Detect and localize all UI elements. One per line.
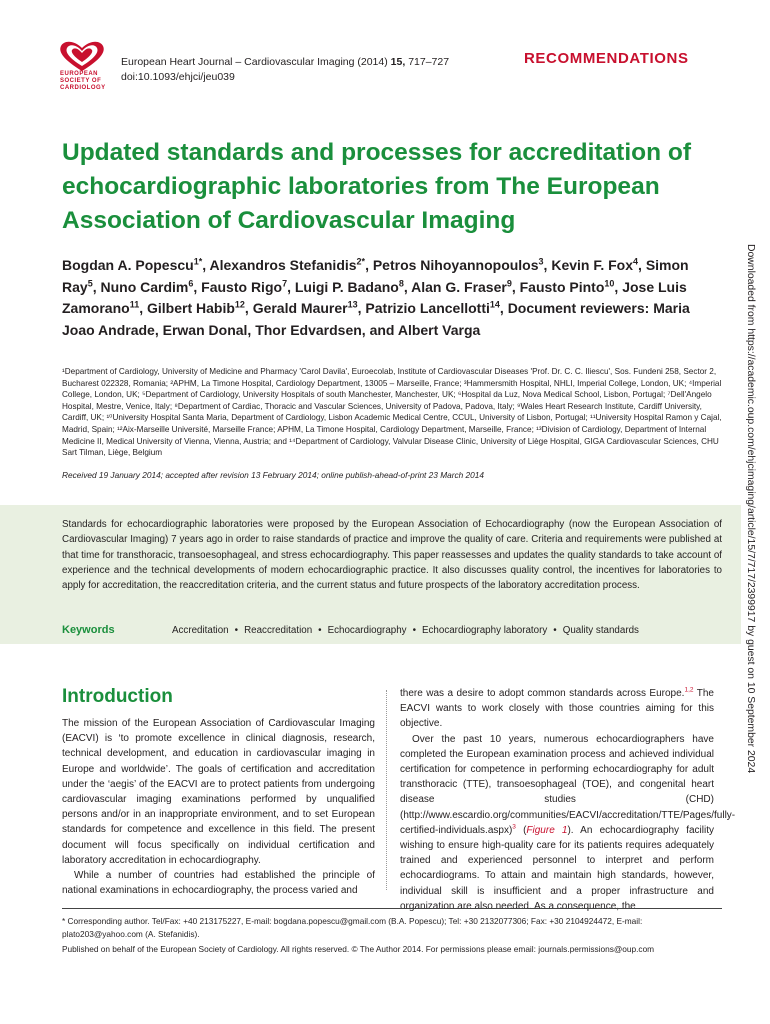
author-name: Patrizio Lancellotti <box>365 300 490 316</box>
author-name: Bogdan A. Popescu <box>62 257 194 273</box>
bullet-separator: • <box>412 625 416 636</box>
author-name: Fausto Pinto <box>519 278 605 295</box>
author-list: Bogdan A. Popescu$^{1*}$, Alexandros Stefanidis$^{2*}$, Petros Nihoyannopoulos$^3$, Kevin F. Fox$^4$, Simon Ray$^5$, Nuno Cardim$^6$, Fausto Rigo$^7$, Luigi P. Badano$^8$, Alan G. Fraser$^9$, Fausto Pinto$^{10}$, Jose Luis Zamorano$^{11}$, Gilbert Habib$^{12}$, Gerald Maurer$^{13}$, Patrizio Lancellotti$^{14}$, Document reviewers: Maria Joao Andrade, Erwan Donal, Thor Edvardsen, and Albert Varga <box>62 256 690 338</box>
reviewers-label: Document reviewers: <box>507 300 654 316</box>
journal-volume: 15, <box>390 56 406 68</box>
author-affiliation-ref: 4 <box>633 256 639 267</box>
author-affiliation-ref: 2* <box>356 256 366 267</box>
author-name: Alan G. Fraser <box>411 278 507 295</box>
article-title: Updated standards and processes for accreditation of echocardiographic laboratories from The European Association of Cardiovascular Imaging <box>62 139 691 234</box>
bullet-separator: • <box>553 625 557 636</box>
keyword: Echocardiography laboratory <box>422 625 548 636</box>
abstract-text: Standards for echocardiographic laboratories were proposed by the European Association of Echocardiography (now the European Association of Cardiovascular Imaging) 7 years ago in order to raise standards of practice and improve the quality of care. Criteria and requirements were published at that time for transthoracic, transoesophageal, and stress echocardiography. This paper reassesses and updates the quality standards to take account of experience and the technical developments of modern echocardiographic practice. It also discusses quality control, the incentives for laboratories to apply for accreditation, the reaccreditation criteria, and the current status and future prospects of the laboratory accreditation process. <box>62 519 722 592</box>
author-affiliation-ref: 5 <box>87 277 93 288</box>
publisher-note: Published on behalf of the European Society of Cardiology. All rights reserved. © The Author 2014. For permissions please email: journals.permissions@oup.com <box>62 944 655 954</box>
paragraph: there was a desire to adopt common standards across Europe.$^{1,2}$ The EACVI wants to work closely with those countries aiming for this objective. <box>400 686 714 730</box>
keyword: Reaccreditation <box>244 625 313 636</box>
paragraph: Over the past 10 years, numerous echocardiographers have completed the European examination process and achieved individual certification for competence in performing echocardiography for adult transthoracic (TTE), transoesophageal (TOE), and congenital heart disease studies (CHD) (http://www.escardio.org/communities/EACVI/accreditation/TTE/Pages/fully-certified-individuals.aspx)$^3$ (Figure 1). An echocardiography facility wishing to ensure high-quality care for its patients requires adequately trained and experienced personnel to interpret and perform echocardiograms. To attain and maintain high standards, however, individual skill is insufficient and a proper infrastructure and organization are also needed. As a consequence, the <box>400 733 736 912</box>
journal-pages: 717–727 <box>408 56 450 68</box>
correspondence-footnote: * Corresponding author. Tel/Fax: +40 213175227, E-mail: bogdana.popescu@gmail.com (B.A. Popescu); Tel: +30 2132077306; Fax: +30 2104924472, E-mail: plato203@yahoo.com (A. Stefanidis). <box>62 916 643 939</box>
author-affiliation-ref: 10 <box>604 277 615 288</box>
keywords-label: Keywords <box>62 624 115 636</box>
article-type-label: RECOMMENDATIONS <box>524 50 689 67</box>
author-name: Petros Nihoyannopoulos <box>372 257 539 273</box>
author-name: Simon Ray <box>62 257 689 295</box>
keywords-list <box>172 625 639 636</box>
reference-link[interactable]: 3 <box>512 823 516 831</box>
logo-wordmark: EUROPEAN SOCIETY OF CARDIOLOGY <box>60 71 106 91</box>
author-name: Gilbert Habib <box>146 300 235 316</box>
paragraph: The mission of the European Association of Cardiovascular Imaging (EACVI) is ‘to promote excellence in clinical diagnosis, research, technical development, and education in cardiovascular imaging in Europe and worldwide’. The goals of certification and accreditation under the ‘aegis’ of the EACVI are to protect patients from undergoing cardiovascular imaging examinations performed by unqualified persons and/or in an inappropriate environment, and to set European standards for competence and excellence in this field. The present document will focus specifically on individual certification and laboratory accreditation in echocardiography. <box>62 718 375 866</box>
reference-link[interactable]: 1,2 <box>684 686 694 694</box>
author-affiliation-ref: 6 <box>188 277 194 288</box>
figure-link[interactable]: Figure 1 <box>526 824 568 836</box>
affiliations: ¹Department of Cardiology, University of Medicine and Pharmacy 'Carol Davila', Euroecolab, Institute of Cardiovascular Diseases 'Prof. Dr. C. C. Iliescu', Sos. Fundeni 258, Sector 2, Bucharest 022328, Romania; ²APHM, La Timone Hospital, Cardiology Department, 13005 – Marseille, France; ³Hammersmith Hospital, NHLI, Imperial College, London, UK; ⁴Imperial College, London, UK; ⁵Department of Cardiology, University Hospitals of south Manchester, Manchester, UK; ⁶Hospital da Luz, Nova Medical School, Lisbon, Portugal; ⁷Dell'Angelo Hospital, Mestre, Venice, Italy; ⁸Department of Cardiac, Thoracic and Vascular Sciences, University of Padova, Padova, Italy; ⁹Wales Heart Research Institute, Cardiff University, Cardiff, UK; ¹⁰University Hospital Santa Maria, Department of Cardiology, Lisbon Academic Medical Centre, CCUL, University of Lisbon, Portugal; ¹¹University Hospital Ramon y Cajal, Madrid, Spain; ¹²Aix-Marseille Université, Marseille France; APHM, La Timone Hospital, Cardiology Department, Marseille, France; ¹³Division of Cardiology, Department of Internal Medicine II, Medical University of Vienna, Vienna, Austria; and ¹⁴Department of Cardiology, Valvular Disease Clinic, University of Liège Hospital, GIGA Cardiovascular Sciences, CHU Sart Tilman, Liège, Belgium <box>62 367 722 458</box>
author-affiliation-ref: 3 <box>538 256 544 267</box>
esc-logo <box>54 38 110 104</box>
reviewer-name: Albert Varga <box>397 321 481 338</box>
doi[interactable]: doi:10.1093/ehjci/jeu039 <box>121 71 235 83</box>
author-affiliation-ref: 7 <box>282 277 288 288</box>
download-watermark-text: Downloaded from https://academic.oup.com/ehjcimaging/article/15/7/717/2399917 by guest on 10 September 2024 <box>745 244 756 774</box>
author-name: Fausto Rigo <box>201 278 283 295</box>
paragraph: While a number of countries had established the principle of national examinations in echocardiography, the process varied and <box>62 870 375 897</box>
author-name: Luigi P. Badano <box>294 278 399 295</box>
body-column-left <box>62 716 375 898</box>
keyword: Quality standards <box>562 625 639 636</box>
author-affiliation-ref: 13 <box>347 299 358 310</box>
bullet-separator: • <box>318 625 322 636</box>
author-name: Kevin F. Fox <box>551 257 634 273</box>
author-affiliation-ref: 8 <box>398 277 404 288</box>
author-name: Jose Luis Zamorano <box>62 278 687 316</box>
body-column-right <box>400 686 736 914</box>
footnote-rule <box>62 908 722 909</box>
author-name: Nuno Cardim <box>100 278 189 295</box>
bullet-separator: • <box>234 625 239 636</box>
author-name: Alexandros Stefanidis <box>209 257 357 273</box>
author-name: Gerald Maurer <box>252 300 348 316</box>
keyword: Echocardiography <box>327 625 407 636</box>
author-affiliation-ref: 11 <box>129 299 140 310</box>
author-affiliation-ref: 12 <box>234 299 245 310</box>
author-affiliation-ref: 14 <box>489 299 500 310</box>
heart-logo-icon <box>54 38 110 74</box>
reviewer-name: Thor Edvardsen <box>255 321 362 338</box>
download-watermark <box>743 244 761 774</box>
author-affiliation-ref: 1* <box>193 256 203 267</box>
reviewer-name: Maria Joao Andrade <box>62 300 690 338</box>
keyword: Accreditation <box>172 625 229 636</box>
column-divider <box>386 690 387 890</box>
journal-citation: European Heart Journal – Cardiovascular Imaging (2014) 15, 717–727 <box>121 56 450 68</box>
article-dates: Received 19 January 2014; accepted after revision 13 February 2014; online publish-ahead-of-print 23 March 2014 <box>62 470 485 480</box>
reviewer-name: Erwan Donal <box>162 321 248 338</box>
section-heading-introduction: Introduction <box>62 686 173 707</box>
author-affiliation-ref: 9 <box>506 277 512 288</box>
